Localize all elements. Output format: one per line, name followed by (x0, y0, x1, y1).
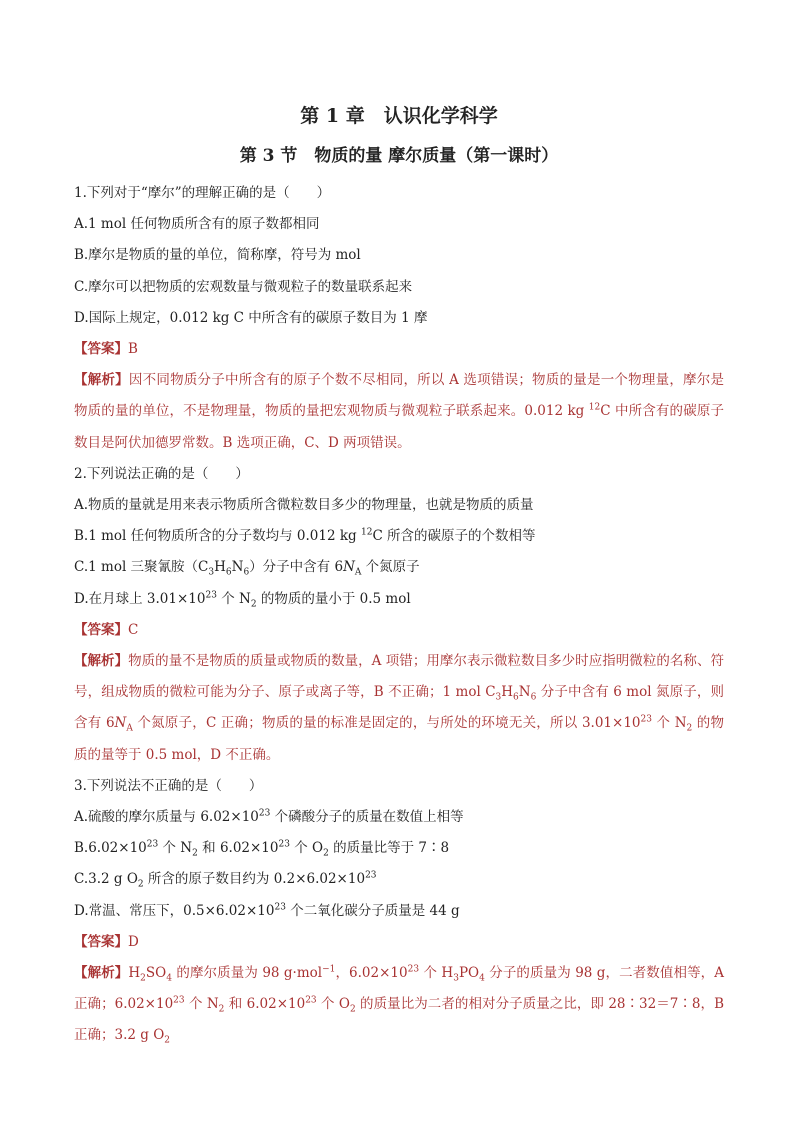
question-3 (74, 771, 724, 1052)
analysis-label: 【解析】 (74, 653, 129, 670)
question-1-answer (74, 334, 724, 365)
question-1-stem: 1.下列对于“摩尔”的理解正确的是（ ） (74, 185, 331, 201)
question-3-stem: 3.下列说法不正确的是（ ） (74, 777, 263, 794)
question-3-answer (74, 927, 724, 958)
section-title: 第 3 节 物质的量 摩尔质量（第一课时） (239, 146, 559, 166)
question-1 (74, 178, 724, 459)
question-1-option-d: D.国际上规定，0.012 kg C 中所含有的碳原子数目为 1 摩 (74, 309, 428, 326)
answer-value: C (128, 621, 139, 638)
question-2-analysis: 【解析】物质的量不是物质的质量或物质的数量，A 项错；用摩尔表示微粒数目多少时应指明微粒的名称、符号，组成物质的微粒可能为分子、原子或离子等，B 不正确；1 mol $C_3H_6N_6$ 分子中含有 6 mol 氮原子，则含有 $6N_A$ 个氮原子，C 正确；物质的量的标准是固定的，与所处的环境无关，所以 $3.01\times 10^{23}$ 个 $N_2$ 的物质的量等于 0.5 mol，D 不正确。 (74, 653, 724, 763)
answer-value: B (128, 341, 138, 358)
question-1-option-b: B.摩尔是物质的量的单位，简称摩，符号为 mol (74, 247, 361, 264)
analysis-label: 【解析】 (74, 965, 129, 982)
question-3-option-a: A.硫酸的摩尔质量与 $6.02\times 10^{23}$ 个磷酸分子的质量在数值上相等 (74, 808, 464, 826)
question-2-stem: 2.下列说法正确的是（ ） (74, 465, 249, 482)
question-3-option-b: $B.6.02\times 10^{23}$ 个 $N_2$ 和 $6.02\times 10^{23}$ 个 $O_2$ 的质量比等于 7∶8 (74, 839, 450, 859)
question-3-option-d: D.常温、常压下，$0.5\times 6.02\times 10^{23}$ 个二氧化碳分子质量是 44 g (74, 902, 460, 919)
answer-label: 【答案】 (74, 933, 128, 950)
question-3-option-c: C.3.2 g $O_2$ 所含的原子数目约为 $0.2\times 6.02\times 10^{23}$ (74, 870, 377, 891)
answer-value: D (128, 933, 139, 950)
question-2 (74, 459, 724, 771)
question-2-option-c: C.1 mol 三聚氰胺$(C_3H_6N_6)$分子中含有 $6N_A$ 个氮原子 (74, 559, 420, 579)
question-3-analysis: 【解析】$H_2SO_4$ 的摩尔质量为 98 g·mol$^{-1}$，$6.02\times 10^{23}$ 个 $H_3PO_4$ 分子的质量为 98 g，二者数值相等，A 正确；$6.02\times 10^{23}$ 个 $N_2$ 和 $6.02\times 10^{23}$ 个 $O_2$ 的质量比为二者的相对分子质量之比，即 28∶32＝7∶8，B 正确；3.2 g $O_2$ (74, 964, 725, 1047)
question-2-answer (74, 615, 724, 646)
question-1-option-c: C.摩尔可以把物质的宏观数量与微观粒子的数量联系起来 (74, 278, 413, 295)
question-2-option-d: D.在月球上 $3.01\times 10^{23}$ 个 $N_2$ 的物质的量小于 0.5 mol (74, 590, 411, 610)
chapter-title: 第 1 章 认识化学科学 (300, 105, 498, 127)
answer-label: 【答案】 (74, 621, 128, 638)
question-1-option-a: A.1 mol 任何物质所含有的原子数都相同 (74, 216, 320, 233)
question-2-option-a: A.物质的量就是用来表示物质所含微粒数目多少的物理量，也就是物质的质量 (74, 497, 534, 514)
analysis-label: 【解析】 (74, 372, 129, 389)
answer-label: 【答案】 (74, 341, 128, 358)
question-1-analysis: 【解析】因不同物质分子中所含有的原子个数不尽相同，所以 A 选项错误；物质的量是一个物理量，摩尔是物质的量的单位，不是物理量，物质的量把宏观物质与微观粒子联系起来。0.012 kg $^{12}$C 中所含有的碳原子数目是阿伏加德罗常数。B 选项正确，C、D 两项错误。 (74, 372, 725, 451)
question-2-option-b: B.1 mol 任何物质所含的分子数均与 0.012 kg $^{12}$C 所含的碳原子的个数相等 (74, 527, 536, 545)
